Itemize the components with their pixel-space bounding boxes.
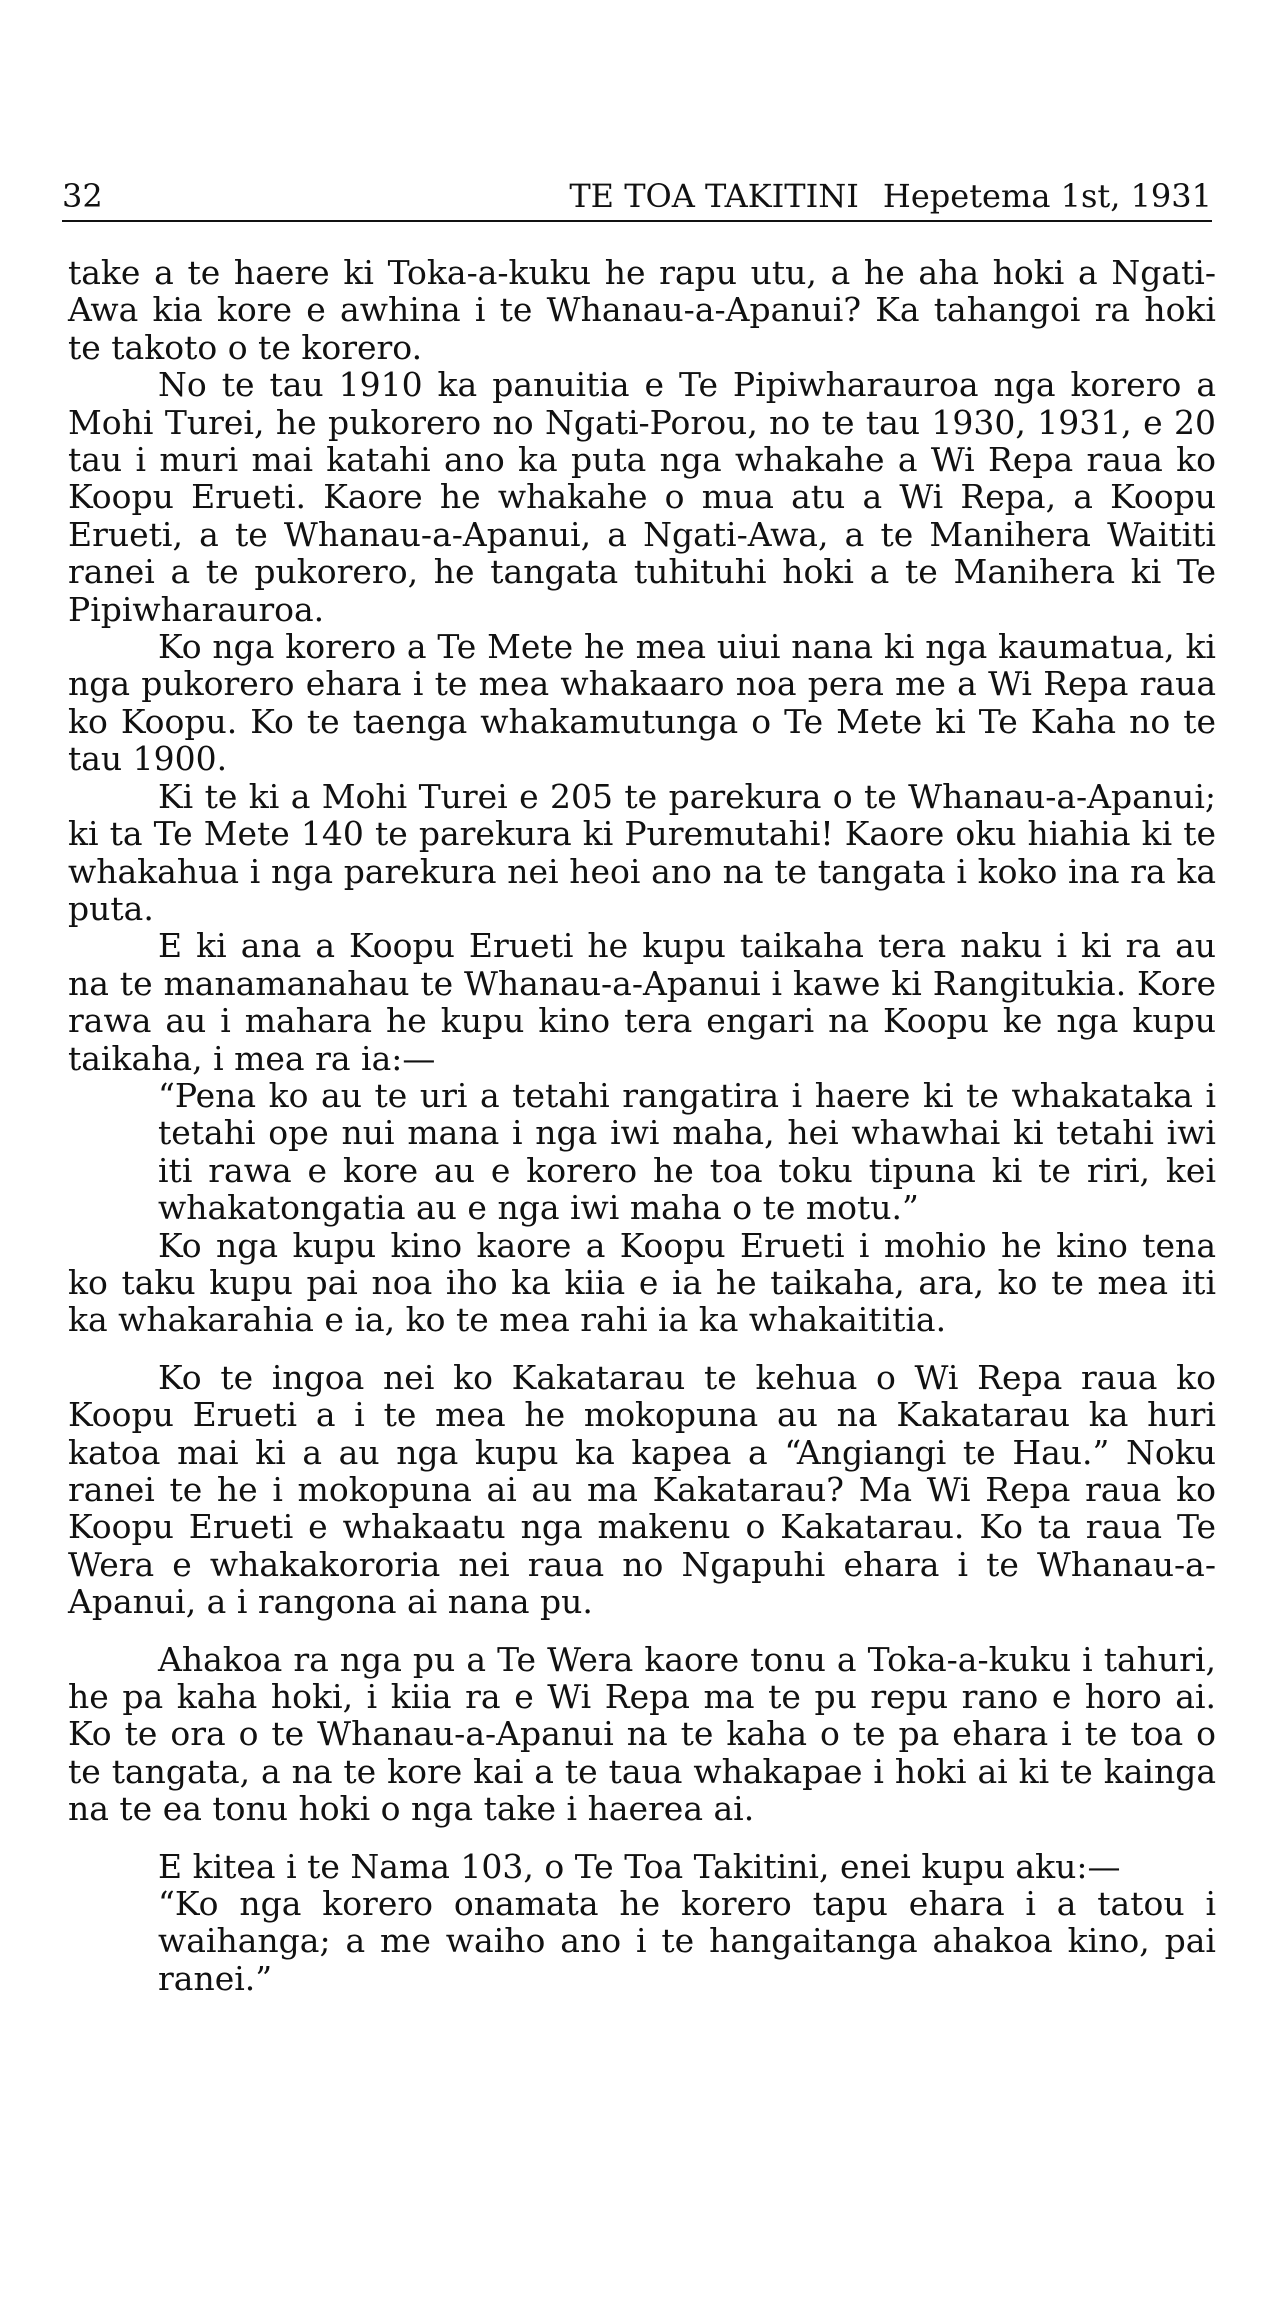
- page-header: [62, 176, 1212, 222]
- page-number: 32: [62, 177, 103, 215]
- quotation: “Ko nga korero onamata he korero tapu ehara i a tatou i waihanga; a me waiho ano i te hangaitanga ahakoa kino, pai ranei.”: [158, 1884, 1216, 1998]
- header-right: [569, 176, 1212, 216]
- paragraph: Ahakoa ra nga pu a Te Wera kaore tonu a Toka-a-kuku i tahuri, he pa kaha hoki, i kiia ra e Wi Repa ma te pu repu rano e horo ai. Ko te ora o te Whanau-a-Apanui na te kaha o te pa ehara i te toa o te tangata, a na te kore kai a te taua whakapae i hoki ai ki te kainga na te ea tonu hoki o nga take i haerea ai.: [68, 1639, 1216, 1829]
- paragraph: E kitea i te Nama 103, o Te Toa Takitini, enei kupu aku:—: [158, 1846, 1121, 1886]
- quotation: “Pena ko au te uri a tetahi rangatira i haere ki te whakataka i tetahi ope nui mana i nga iwi maha, hei whawhai ki tetahi iwi iti rawa e kore au e korero he toa toku tipuna ki te riri, kei whakatongatia au e nga iwi maha o te motu.”: [158, 1075, 1216, 1228]
- publication-title: TE TOA TAKITINI: [569, 177, 859, 215]
- paragraph: Ko te ingoa nei ko Kakatarau te kehua o Wi Repa raua ko Koopu Erueti a i te mea he mokopuna au na Kakatarau ka huri katoa mai ki a au nga kupu ka kapea a “Angiangi te Hau.” Noku ranei te he i mokopuna ai au ma Kakatarau? Ma Wi Repa raua ko Koopu Erueti e whakaatu nga makenu o Kakatarau. Ko ta raua Te Wera e whakakororia nei raua no Ngapuhi ehara i te Whanau-a-Apanui, a i rangona ai nana pu.: [68, 1357, 1216, 1622]
- paragraph-gap: [68, 1339, 1216, 1359]
- paragraph: take a te haere ki Toka-a-kuku he rapu utu, a he aha hoki a Ngati-Awa kia kore e awhina i te Whanau-a-Apanui? Ka tahangoi ra hoki te takoto o te korero.: [68, 253, 1216, 367]
- issue-date: Hepetema 1st, 1931: [882, 177, 1212, 215]
- article-body: [68, 254, 1216, 1997]
- paragraph: E ki ana a Koopu Erueti he kupu taikaha tera naku i ki ra au na te manamanahau te Whanau-a-Apanui i kawe ki Rangitukia. Kore rawa au i mahara he kupu kino tera engari na Koopu ke nga kupu taikaha, i mea ra ia:—: [68, 926, 1216, 1078]
- paragraph: No te tau 1910 ka panuitia e Te Pipiwharauroa nga korero a Mohi Turei, he pukorero no Ngati-Porou, no te tau 1930, 1931, e 20 tau i muri mai katahi ano ka puta nga whakahe a Wi Repa raua ko Koopu Erueti. Kaore he whakahe o mua atu a Wi Repa, a Koopu Erueti, a te Whanau-a-Apanui, a Ngati-Awa, a te Manihera Waititi ranei a te pukorero, he tangata tuhituhi hoki a te Manihera ki Te Pipiwharauroa.: [68, 365, 1216, 629]
- paragraph-gap: [68, 1828, 1216, 1848]
- paragraph-gap: [68, 1621, 1216, 1641]
- paragraph: Ko nga korero a Te Mete he mea uiui nana ki nga kaumatua, ki nga pukorero ehara i te mea whakaaro noa pera me a Wi Repa raua ko Koopu. Ko te taenga whakamutunga o Te Mete ki Te Kaha no te tau 1900.: [68, 627, 1216, 779]
- paragraph: Ki te ki a Mohi Turei e 205 te parekura o te Whanau-a-Apanui; ki ta Te Mete 140 te parekura ki Puremutahi! Kaore oku hiahia ki te whakahua i nga parekura nei heoi ano na te tangata i koko ina ra ka puta.: [68, 776, 1216, 928]
- paragraph: Ko nga kupu kino kaore a Koopu Erueti i mohio he kino tena ko taku kupu pai noa iho ka kiia e ia he taikaha, ara, ko te mea iti ka whakarahia e ia, ko te mea rahi ia ka whakaititia.: [68, 1225, 1216, 1340]
